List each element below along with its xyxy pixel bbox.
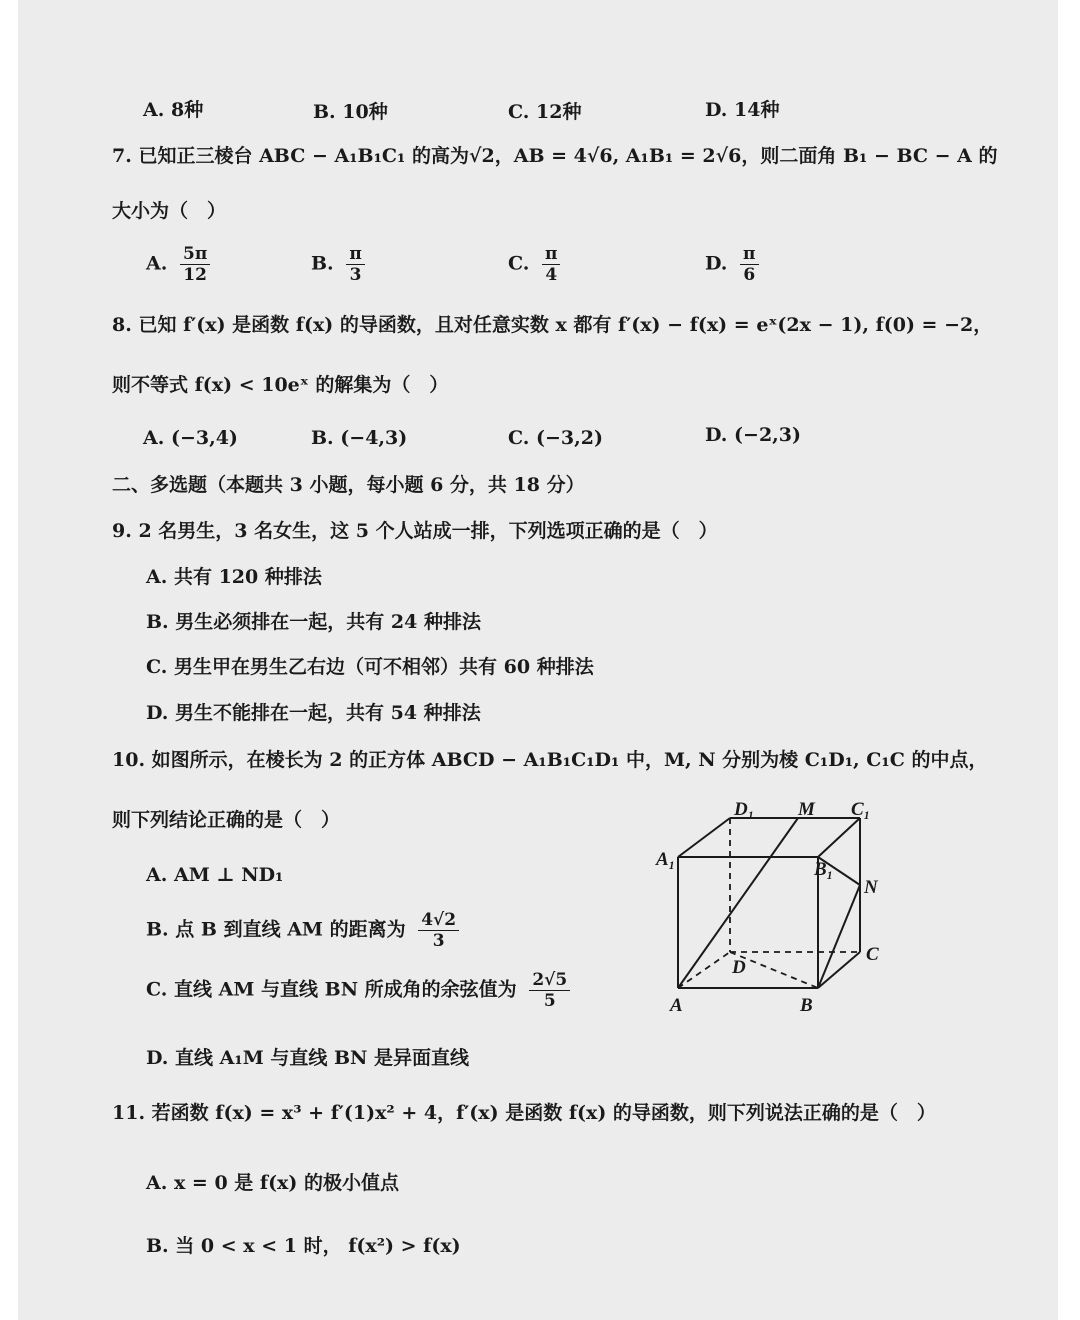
q9-option-d: D. 男生不能排在一起，共有 54 种排法 (146, 702, 481, 724)
q6-option-b: B. 10种 (313, 101, 388, 123)
q7-option-a: A. $\frac{5\pi}{12}$ (146, 244, 210, 285)
section-heading-multiple-choice: 二、多选题（本题共 3 小题，每小题 6 分，共 18 分） (112, 474, 585, 496)
q7-stem-line2: 大小为（ ） (112, 200, 227, 222)
q6-option-d: D. 14种 (705, 99, 780, 121)
q11-stem: 11. 若函数 f(x) = x³ + f′(1)x² + 4，f′(x) 是函数 f(x) 的导函数，则下列说法正确的是（ ） (112, 1102, 936, 1124)
hidden-edge-a-d (678, 952, 730, 988)
edge-a1-d1 (678, 818, 730, 857)
exam-page (18, 0, 1058, 1320)
q6-option-a: A. 8种 (143, 99, 204, 121)
label-d: D (732, 957, 746, 978)
q7-stem-line1: 7. 已知正三棱台 ABC − A₁B₁C₁ 的高为√2，AB = 4√6, A₁B₁ = 2√6，则二面角 B₁ − BC − A 的 (112, 145, 998, 167)
q8-stem-line1: 8. 已知 f′(x) 是函数 f(x) 的导函数，且对任意实数 x 都有 f′(x) − f(x) = eˣ(2x − 1), f(0) = −2， (112, 314, 993, 336)
q10-option-b: B. 点 B 到直线 AM 的距离为 $\frac{4√2}{3}$ (146, 910, 459, 951)
label-c: C (866, 944, 879, 965)
q7-option-c: C. $\frac{\pi}{4}$ (508, 244, 560, 285)
label-b: B (800, 995, 813, 1016)
q10-option-d: D. 直线 A₁M 与直线 BN 是异面直线 (146, 1047, 470, 1069)
q8-stem-line2: 则不等式 f(x) < 10eˣ 的解集为（ ） (112, 374, 449, 396)
q10-option-c: C. 直线 AM 与直线 BN 所成角的余弦值为 $\frac{2√5}{5}$ (146, 970, 570, 1011)
cube-figure (648, 795, 898, 1020)
q9-option-a: A. 共有 120 种排法 (146, 566, 322, 588)
q9-stem: 9. 2 名男生，3 名女生，这 5 个人站成一排，下列选项正确的是（ ） (112, 520, 718, 542)
segment-b-n (818, 885, 860, 988)
edge-b1-c1 (818, 818, 860, 857)
q9-option-b: B. 男生必须排在一起，共有 24 种排法 (146, 611, 481, 633)
q9-option-c: C. 男生甲在男生乙右边（可不相邻）共有 60 种排法 (146, 656, 594, 678)
label-c1: C₁ (851, 799, 871, 820)
q8-option-b: B. (−4,3) (311, 427, 408, 449)
label-a1: A₁ (656, 849, 676, 870)
q8-option-d: D. (−2,3) (705, 424, 801, 446)
label-a: A (670, 995, 683, 1016)
q7-option-d: D. $\frac{\pi}{6}$ (705, 244, 759, 285)
q7-option-b: B. $\frac{\pi}{3}$ (311, 244, 365, 285)
q11-option-b: B. 当 0 < x < 1 时， f(x²) > f(x) (146, 1235, 461, 1257)
q8-option-a: A. (−3,4) (143, 427, 238, 449)
q6-option-c: C. 12种 (508, 101, 582, 123)
q10-stem-line1: 10. 如图所示，在棱长为 2 的正方体 ABCD − A₁B₁C₁D₁ 中，M, N 分别为棱 C₁D₁, C₁C 的中点， (112, 749, 988, 771)
label-m: M (798, 799, 815, 820)
q10-option-a: A. AM ⊥ ND₁ (146, 864, 284, 886)
q11-option-a: A. x = 0 是 f(x) 的极小值点 (146, 1172, 399, 1194)
label-b1: B₁ (814, 859, 834, 880)
q8-option-c: C. (−3,2) (508, 427, 603, 449)
label-n: N (864, 877, 878, 898)
q10-stem-line2: 则下列结论正确的是（ ） (112, 809, 341, 831)
label-d1: D₁ (734, 799, 755, 820)
